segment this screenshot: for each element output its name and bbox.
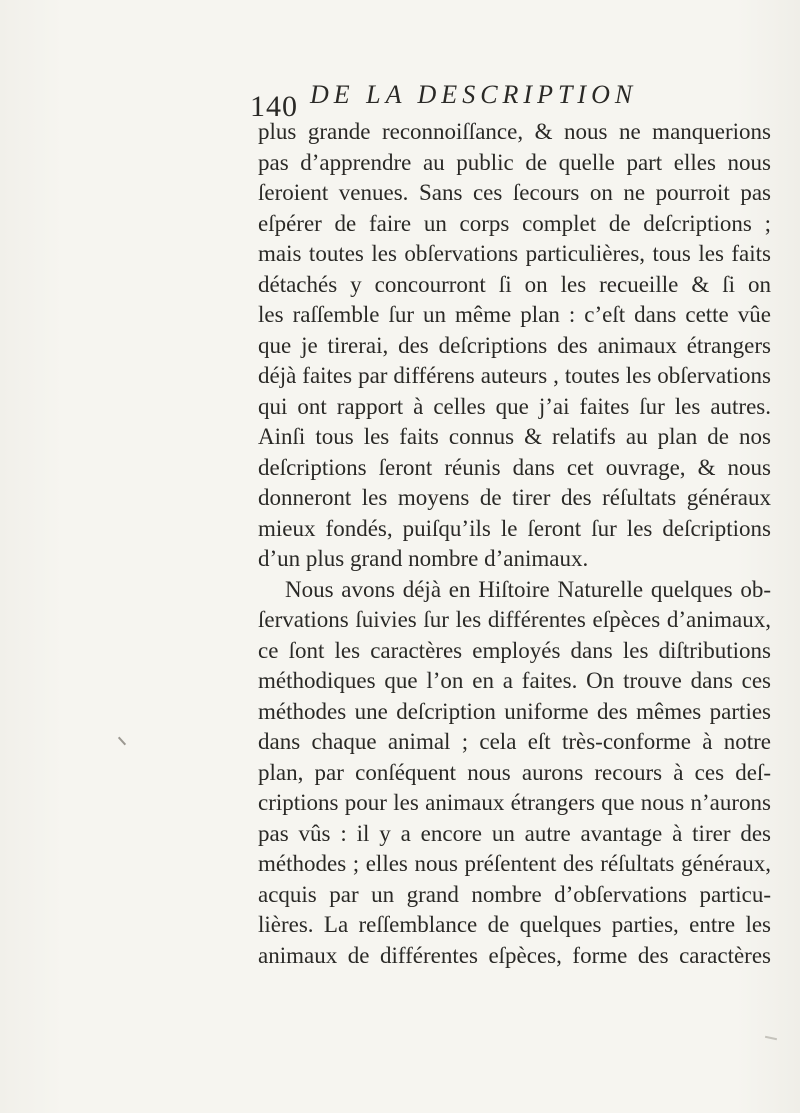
text-line: lières. La reſſemblance de quelques parties, entre les xyxy=(258,912,771,937)
text-line: méthodiques que l’on en a faites. On trouve dans ces xyxy=(258,668,771,693)
text-line: détachés y concourront ſi on les recueille & ſi on xyxy=(258,271,771,297)
text-line: pas d’apprendre au public de quelle part elles nous xyxy=(258,149,771,175)
text-line: que je tirerai, des deſcriptions des animaux étrangers xyxy=(258,332,771,358)
text-line: plan, par conſéquent nous aurons recours à ces deſ- xyxy=(258,759,771,785)
running-title: DE LA DESCRIPTION xyxy=(310,80,638,109)
text-line: méthodes ; elles nous préſentent des réſultats généraux, xyxy=(258,851,771,876)
text-line: plus grande reconnoiſſance, & nous ne manquerions xyxy=(258,119,771,144)
text-line: Nous avons déjà en Hiſtoire Naturelle quelques ob- xyxy=(285,576,771,602)
text-line: mais toutes les obſervations particulières, tous les faits xyxy=(258,241,771,266)
text-line: eſpérer de faire un corps complet de deſcriptions ; xyxy=(258,210,771,236)
text-line: ſervations ſuivies ſur les différentes eſpèces d’animaux, xyxy=(258,607,771,632)
text-line: les raſſemble ſur un même plan : c’eſt dans cette vûe xyxy=(258,302,771,327)
text-line: ce ſont les caractères employés dans les diſtributions xyxy=(258,637,771,663)
text-line: qui ont rapport à celles que j’ai faites ſur les autres. xyxy=(258,393,771,419)
body-text xyxy=(258,117,771,971)
text-line: Ainſi tous les faits connus & relatifs au plan de nos xyxy=(258,424,771,449)
text-line: criptions pour les animaux étrangers que nous n’aurons xyxy=(258,790,771,815)
text-line: dans chaque animal ; cela eſt très-conforme à notre xyxy=(258,729,771,754)
page-header xyxy=(250,80,770,123)
text-line: pas vûs : il y a encore un autre avantage à tirer des xyxy=(258,820,771,846)
text-line: méthodes une deſcription uniforme des mêmes parties xyxy=(258,698,771,724)
text-line: ſeroient venues. Sans ces ſecours on ne pourroit pas xyxy=(258,180,771,205)
text-line: déjà faites par différens auteurs , toutes les obſervations xyxy=(258,363,771,388)
text-line: acquis par un grand nombre d’obſervations particu- xyxy=(258,881,771,907)
page-number: 140 xyxy=(250,90,298,123)
text-line: animaux de différentes eſpèces, forme des caractères xyxy=(258,942,771,968)
margin-mark xyxy=(118,737,126,746)
margin-mark xyxy=(765,1036,777,1040)
text-line: deſcriptions ſeront réunis dans cet ouvrage, & nous xyxy=(258,454,771,480)
text-line: mieux fondés, puiſqu’ils le ſeront ſur les deſcriptions xyxy=(258,515,771,541)
text-line: d’un plus grand nombre d’animaux. xyxy=(258,546,589,571)
text-line: donneront les moyens de tirer des réſultats généraux xyxy=(258,485,771,510)
